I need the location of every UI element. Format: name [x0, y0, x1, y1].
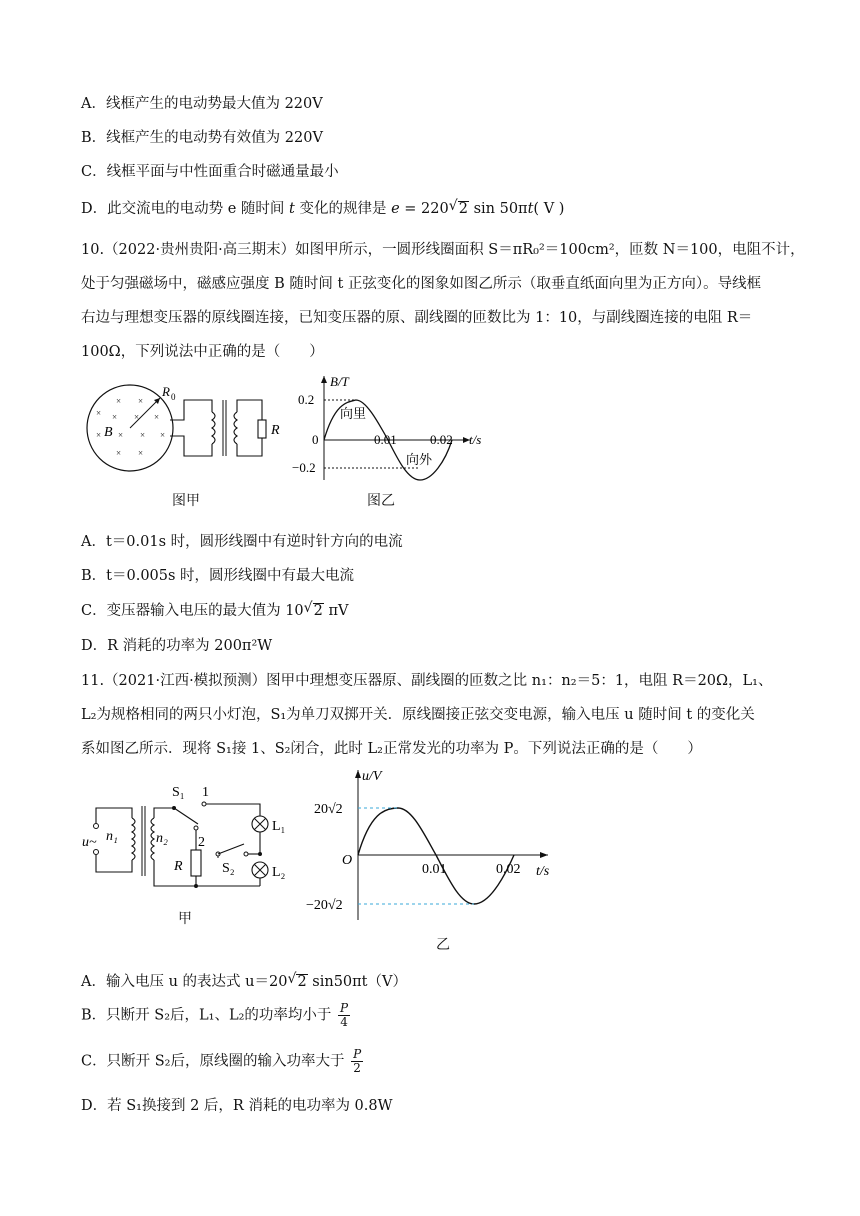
- tick-0-2: 0.2: [298, 392, 315, 407]
- q11-ylabel: [362, 769, 383, 784]
- q10-ylabel-text: B/T: [330, 374, 349, 389]
- q10-stem-line3: 右边与理想变压器的原线圈连接，已知变压器的原、副线圈的匝数比为 1：10，与副线圈连接的电阻 R＝: [81, 310, 753, 326]
- q11-option-a: [81, 970, 407, 991]
- q11-option-b-fraction: [338, 1002, 350, 1029]
- label-pos2: 2: [198, 835, 205, 850]
- field-cross: ×: [118, 430, 124, 440]
- q11-option-a-suffix: sin50πt（V）: [307, 974, 407, 990]
- field-cross: ×: [116, 448, 122, 458]
- q11-xlabel: t/s: [536, 864, 550, 879]
- q11-option-b: [81, 1002, 352, 1029]
- field-cross: ×: [140, 430, 146, 440]
- q9-option-c: C．线框平面与中性面重合时磁通量最小: [81, 164, 339, 180]
- q9-option-d: [81, 197, 564, 218]
- field-cross: ×: [138, 396, 144, 406]
- q9-formula-sqrt: √ 2: [458, 201, 469, 216]
- tick-0-01: 0.01: [422, 862, 447, 877]
- label-n2: n₂: [156, 831, 168, 846]
- q9-formula-eq: = 220: [399, 201, 449, 217]
- q10-figure-b: [290, 372, 490, 484]
- frac-den: 2: [353, 1061, 361, 1075]
- q11-stem-line3: 系如图乙所示．现将 S₁接 1、S₂闭合，此时 L₂正常发光的功率为 P。下列说法正确的是（ ）: [81, 741, 702, 757]
- q11-fig-b-caption: 乙: [436, 937, 450, 953]
- label-r0-sub: 0: [171, 392, 176, 402]
- q11-option-a-prefix: A．输入电压 u 的表达式 u＝20: [81, 974, 288, 990]
- label-outward: 向外: [406, 452, 433, 467]
- tick-0-01: 0.01: [374, 432, 397, 447]
- label-l1: L₁: [272, 819, 286, 834]
- q9-formula-e: e: [391, 201, 400, 217]
- label-resistor: R: [271, 423, 280, 438]
- field-cross: ×: [96, 408, 102, 418]
- tick-20sqrt2: 20√2: [314, 802, 343, 817]
- q11-option-c: [81, 1048, 365, 1075]
- q10-option-d: D．R 消耗的功率为 200π²W: [81, 638, 273, 654]
- tick-neg-20sqrt2: −20√2: [306, 898, 343, 913]
- label-u: [82, 835, 97, 850]
- label-r: R: [174, 859, 183, 874]
- q11-figure-a: [82, 780, 302, 895]
- frac-den: 4: [340, 1015, 348, 1029]
- q11-figure-b: [300, 764, 560, 924]
- q10-option-c-sqrt: √ 2: [313, 603, 324, 618]
- q10-ylabel: [330, 374, 350, 389]
- label-n1: n₁: [106, 829, 118, 844]
- q11-option-a-sqrt: √ 2: [296, 974, 307, 989]
- label-s1: S₁: [172, 785, 185, 800]
- label-b: B: [104, 425, 113, 440]
- tick-origin: 0: [312, 432, 319, 447]
- field-cross: ×: [116, 396, 122, 406]
- field-cross: ×: [134, 412, 140, 422]
- q10-fig-a-caption: 图甲: [172, 493, 200, 509]
- q10-xlabel: t/s: [469, 432, 482, 447]
- q10-option-c-suffix: πV: [323, 603, 349, 619]
- q9-option-d-t: t: [289, 201, 295, 217]
- q10-figure-a: [82, 378, 282, 478]
- q11-option-c-fraction: [351, 1048, 363, 1075]
- q10-stem-line2: 处于匀强磁场中，磁感应强度 B 随时间 t 正弦变化的图象如图乙所示（取垂直纸面向里为正方向）。导线框: [81, 276, 762, 292]
- label-pos1: 1: [202, 785, 209, 800]
- tick-origin-o: O: [342, 853, 353, 868]
- tick-0-02: 0.02: [430, 432, 453, 447]
- q11-option-b-prefix: B．只断开 S₂后，L₁、L₂的功率均小于: [81, 1007, 332, 1024]
- q11-option-d: D．若 S₁换接到 2 后，R 消耗的电功率为 0.8W: [81, 1098, 393, 1114]
- tick-neg-0-2: −0.2: [292, 460, 316, 475]
- field-cross: ×: [154, 412, 160, 422]
- q11-ylabel-text: u/V: [362, 769, 382, 784]
- q9-option-d-mid: 变化的规律是: [299, 201, 387, 217]
- label-u-text: u~: [82, 835, 97, 850]
- field-cross: ×: [112, 412, 118, 422]
- q10-stem-line4: 100Ω，下列说法中正确的是（ ）: [81, 344, 324, 360]
- q11-fig-a-caption: 甲: [178, 911, 192, 927]
- label-l2: L₂: [272, 865, 286, 880]
- q10-option-a: A．t＝0.01s 时，圆形线圈中有逆时针方向的电流: [81, 534, 403, 550]
- q9-formula-t: t: [527, 201, 534, 217]
- q9-formula-rest: sin 50π: [468, 201, 528, 217]
- q11-stem-line2: L₂为规格相同的两只小灯泡，S₁为单刀双掷开关．原线圈接正弦交变电源，输入电压 u 随时间 t 的变化关: [81, 707, 755, 723]
- field-cross: ×: [160, 430, 166, 440]
- field-cross: ×: [138, 448, 144, 458]
- frac-num: P: [340, 1001, 349, 1015]
- label-inward: 向里: [340, 406, 367, 421]
- q9-formula-unit: ( V ): [533, 201, 565, 217]
- q10-stem-line1: 10.（2022·贵州贵阳·高三期末）如图甲所示，一圆形线圈面积 S＝πR₀²＝100cm²，匝数 N＝100，电阻不计，: [81, 242, 805, 258]
- q9-option-a: A．线框产生的电动势最大值为 220V: [81, 96, 323, 112]
- q11-option-c-prefix: C．只断开 S₂后，原线圈的输入功率大于: [81, 1053, 345, 1070]
- frac-num: P: [353, 1047, 362, 1061]
- label-s2: S₂: [222, 861, 235, 876]
- tick-0-02: 0.02: [496, 862, 521, 877]
- q10-option-c-prefix: C．变压器输入电压的最大值为 10: [81, 603, 304, 619]
- q9-option-b: B．线框产生的电动势有效值为 220V: [81, 130, 323, 146]
- q9-option-d-prefix: D．此交流电的电动势 e 随时间: [81, 201, 285, 217]
- label-r0: R: [162, 384, 170, 399]
- q10-fig-b-caption: 图乙: [367, 493, 395, 509]
- q10-option-b: B．t＝0.005s 时，圆形线圈中有最大电流: [81, 568, 355, 584]
- q10-option-c: [81, 599, 349, 620]
- field-cross: ×: [96, 430, 102, 440]
- q11-stem-line1: 11.（2021·江西·模拟预测）图甲中理想变压器原、副线圈的匝数之比 n₁：n₂＝5：1，电阻 R＝20Ω，L₁、: [81, 673, 773, 689]
